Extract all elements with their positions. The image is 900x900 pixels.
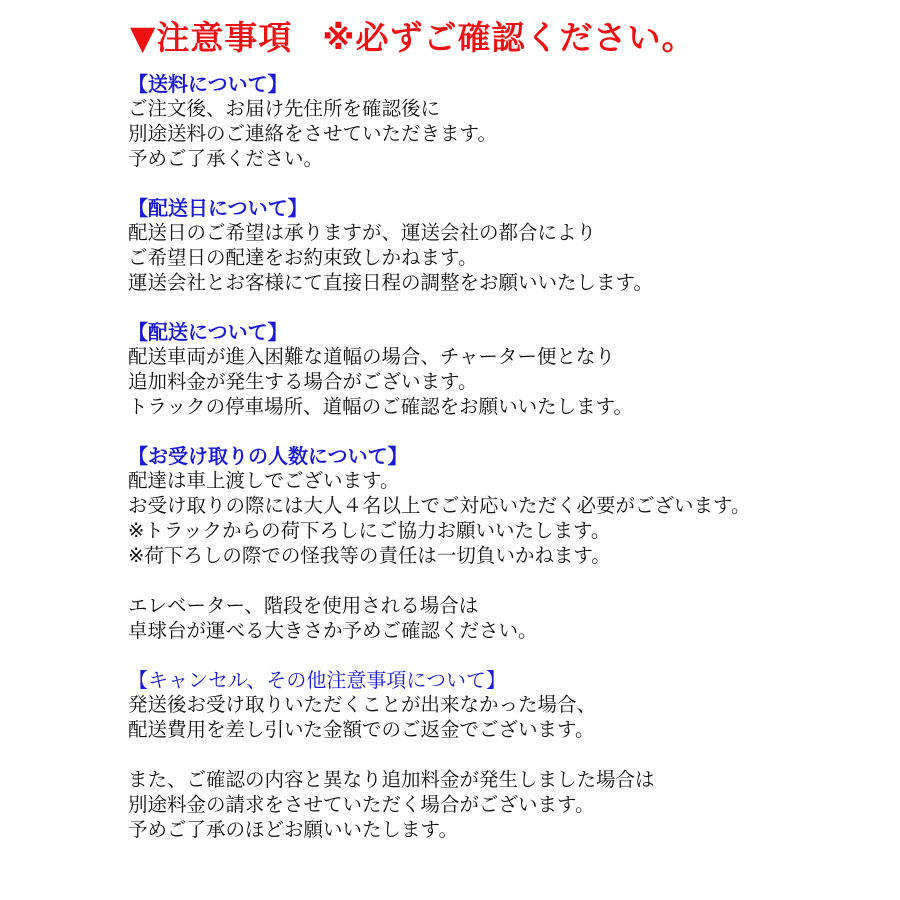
section-line: 配送費用を差し引いた金額でのご返金でございます。 (128, 718, 595, 741)
section-line: 発送後お受け取りいただくことが出来なかった場合、 (128, 693, 597, 716)
section-heading: 【キャンセル、その他注意事項について】 (128, 668, 506, 692)
section-heading: 【配送日について】 (128, 196, 308, 220)
section-line: 配送日のご希望は承りますが、運送会社の都合により (128, 221, 597, 244)
section-heading: 【お受け取りの人数について】 (128, 444, 408, 468)
section-line: 予めご了承のほどお願いいたします。 (128, 818, 458, 841)
section-receiving-people (128, 444, 888, 568)
section-line: お受け取りの際には大人４名以上でご対応いただく必要がございます。 (128, 494, 751, 517)
section-line: ご希望日の配達をお約束致しかねます。 (128, 246, 478, 269)
section-additional-fee (128, 767, 888, 842)
section-line: ※トラックからの荷下ろしにご協力お願いいたします。 (128, 519, 611, 542)
title-main: ▼注意事項 (130, 18, 293, 57)
section-line: ※荷下ろしの際での怪我等の責任は一切負いかねます。 (128, 544, 611, 567)
section-line: ご注文後、お届け先住所を確認後に (128, 97, 441, 120)
section-line: トラックの停車場所、道幅のご確認をお願いいたします。 (128, 395, 634, 418)
section-line: エレベーター、階段を使用される場合は (128, 594, 479, 617)
section-line: 配達は車上渡しでございます。 (128, 469, 400, 492)
section-line: 配送車両が進入困難な道幅の場合、チャーター便となり (128, 345, 615, 368)
title-sub: ※必ずご確認ください。 (322, 18, 696, 57)
section-line: 予めご了承ください。 (128, 147, 324, 170)
section-delivery (128, 320, 888, 419)
section-line: 運送会社とお客様にて直接日程の調整をお願いいたします。 (128, 271, 653, 294)
section-elevator-stairs (128, 593, 888, 643)
section-delivery-date (128, 196, 888, 295)
section-line: また、ご確認の内容と異なり追加料金が発生しました場合は (128, 768, 655, 791)
section-heading: 【送料について】 (128, 72, 288, 96)
section-line: 別途送料のご連絡をさせていただきます。 (128, 122, 497, 145)
section-line: 卓球台が運べる大きさか予めご確認ください。 (128, 619, 538, 642)
notice-title (130, 12, 695, 59)
section-heading: 【配送について】 (128, 320, 288, 344)
section-line: 追加料金が発生する場合がございます。 (128, 370, 478, 393)
section-shipping-fee (128, 72, 888, 171)
section-cancel-other (128, 668, 888, 742)
section-line: 別途料金の請求をさせていただく場合がございます。 (128, 793, 595, 816)
notice-body (128, 72, 888, 867)
